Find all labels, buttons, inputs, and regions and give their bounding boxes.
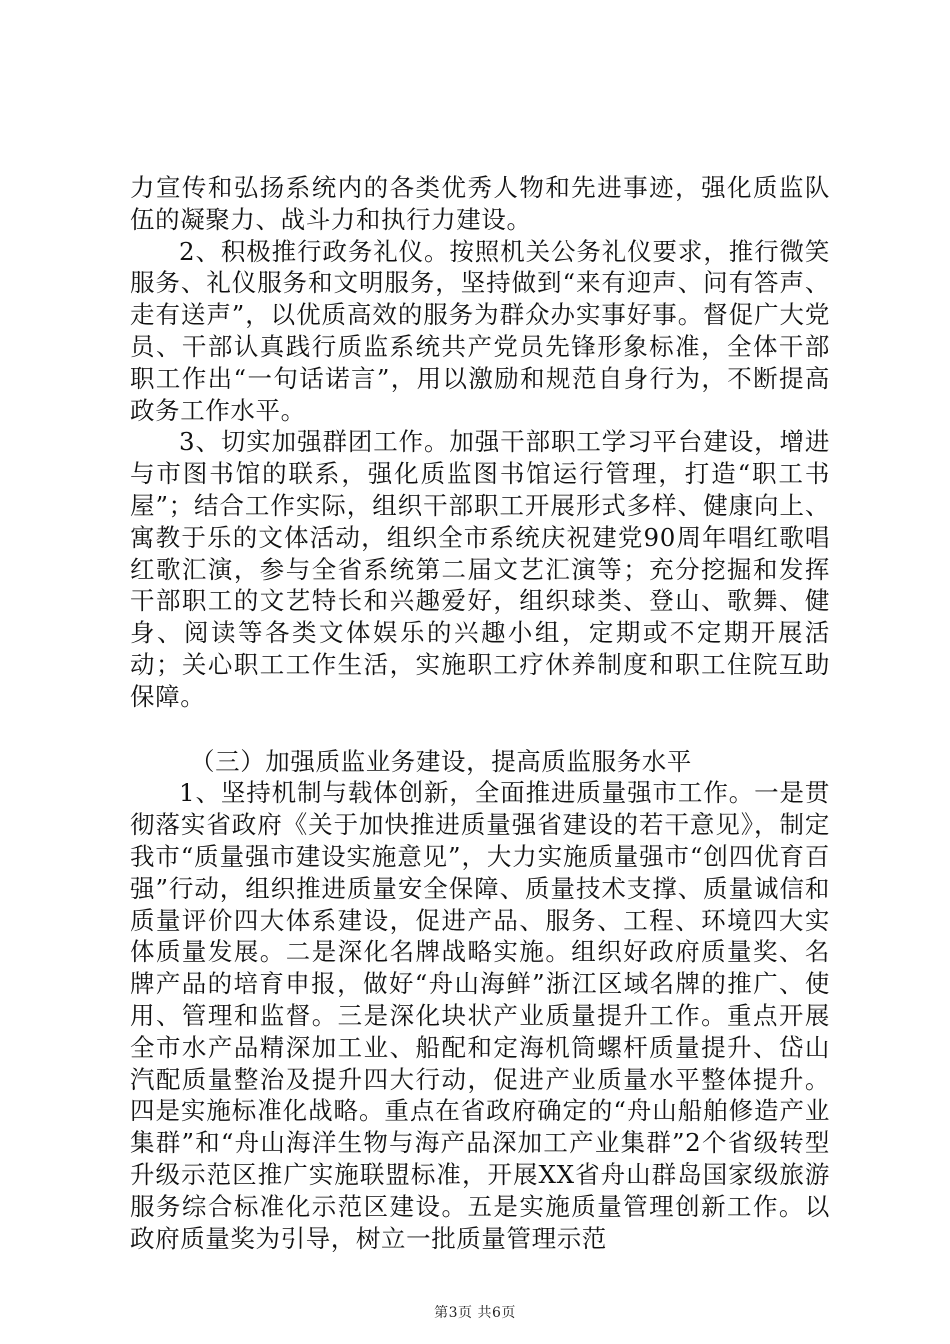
paragraph-item-2: 2、积极推行政务礼仪。按照机关公务礼仪要求，推行微笑服务、礼仪服务和文明服务，坚持做到“来有迎声、问有答声、走有送声”，以优质高效的服务为群众办实事好事。督促广大党员、干部认真践行质监系统共产党员先锋形象标准，全体干部职工作出“一句话诺言”，用以激励和规范自身行为，不断提高政务工作水平。 [130,236,830,425]
document-body [130,172,830,1254]
section-heading: （三）加强质监业务建设，提高质监服务水平 [190,746,692,776]
paragraph-section-item-1: 1、坚持机制与载体创新，全面推进质量强市工作。一是贯彻落实省政府《关于加快推进质量强省建设的若干意见》，制定我市“质量强市建设实施意见”，大力实施质量强市“创四优育百强”行动，组织推进质量安全保障、质量技术支撑、质量诚信和质量评价四大体系建设，促进产品、服务、工程、环境四大实体质量发展。二是深化名牌战略实施。组织好政府质量奖、名牌产品的培育申报，做好“舟山海鲜”浙江区域名牌的推广、使用、管理和监督。三是深化块状产业质量提升工作。重点开展全市水产品精深加工业、船配和定海机筒螺杆质量提升、岱山汽配质量整治及提升四大行动，促进产业质量水平整体提升。四是实施标准化战略。重点在省政府确定的“舟山船舶修造产业集群”和“舟山海洋生物与海产品深加工产业集群”2个省级转型升级示范区推广实施联盟标准，开展XX省舟山群岛国家级旅游服务综合标准化示范区建设。五是实施质量管理创新工作。以政府质量奖为引导，树立一批质量管理示范 [130,778,830,1253]
paragraph-continuation: 力宣传和弘扬系统内的各类优秀人物和先进事迹，强化质监队伍的凝聚力、战斗力和执行力建设。 [130,173,830,234]
paragraph-item-3: 3、切实加强群团工作。加强干部职工学习平台建设，增进与市图书馆的联系，强化质监图书馆运行管理，打造“职工书屋”；结合工作实际，组织干部职工开展形式多样、健康向上、寓教于乐的文体活动，组织全市系统庆祝建党90周年唱红歌唱红歌汇演，参与全省系统第二届文艺汇演等；充分挖掘和发挥干部职工的文艺特长和兴趣爱好，组织球类、登山、歌舞、健身、阅读等各类文体娱乐的兴趣小组，定期或不定期开展活动；关心职工工作生活，实施职工疗休养制度和职工住院互助保障。 [130,427,830,711]
paragraph-gap [130,713,830,746]
page-footer: 第3页 共6页 [434,1305,516,1321]
